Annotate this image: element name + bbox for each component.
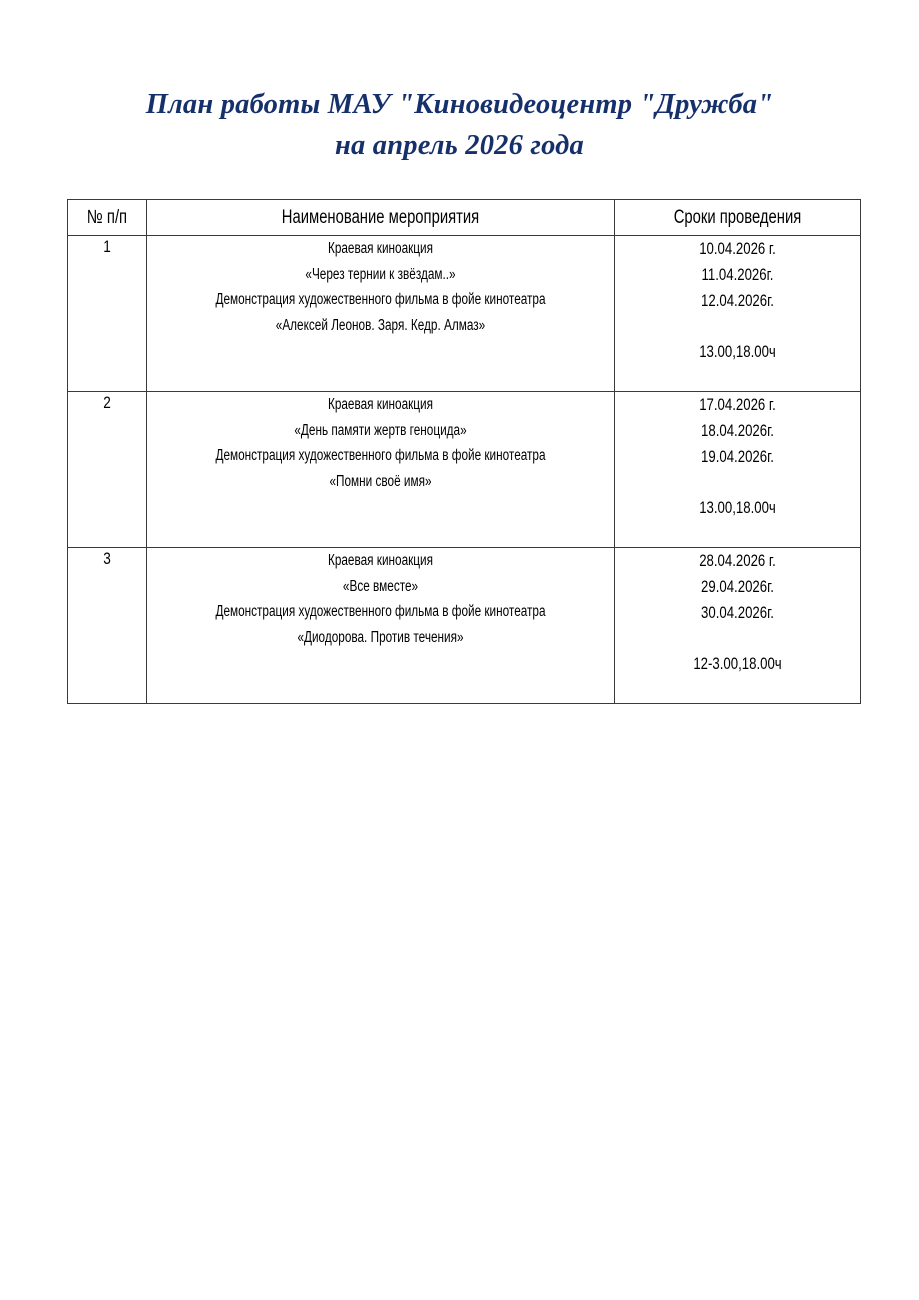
- table-body: [68, 236, 861, 704]
- column-header-number: [68, 200, 147, 236]
- event-line: «День памяти жертв геноцида»: [294, 421, 467, 439]
- row-number-cell: [68, 236, 147, 392]
- date-line: 12.04.2026г.: [701, 292, 774, 310]
- table-row: [68, 236, 861, 392]
- event-dates-cell: [615, 548, 861, 704]
- table-header-row: [68, 200, 861, 236]
- work-plan-table: [67, 199, 861, 704]
- event-line: «Алексей Леонов. Заря. Кедр. Алмаз»: [275, 316, 486, 334]
- table-header: [68, 200, 861, 236]
- date-line: 10.04.2026 г.: [699, 240, 776, 258]
- row-number: 3: [103, 549, 111, 568]
- event-line: «Помни своё имя»: [329, 472, 432, 490]
- page-title: [0, 84, 919, 166]
- event-dates-cell: [615, 392, 861, 548]
- date-line: 29.04.2026г.: [701, 578, 774, 596]
- date-line: 19.04.2026г.: [701, 448, 774, 466]
- date-line: 11.04.2026г.: [701, 266, 774, 284]
- date-time-line: 13.00,18.00ч: [699, 343, 776, 361]
- date-line-blank: [640, 314, 836, 339]
- event-name-cell: [147, 392, 615, 548]
- column-header-dates-label: Сроки проведения: [673, 206, 802, 228]
- date-line: 28.04.2026 г.: [699, 552, 776, 570]
- column-header-event-name-label: Наименование мероприятия: [281, 206, 480, 228]
- date-time-line: 12-3.00,18.00ч: [693, 655, 782, 673]
- date-line-blank: [640, 626, 836, 651]
- date-line: 30.04.2026г.: [701, 604, 774, 622]
- column-header-number-label: № п/п: [86, 206, 128, 228]
- table-row: [68, 392, 861, 548]
- column-header-dates: [615, 200, 861, 236]
- date-line: 17.04.2026 г.: [699, 396, 776, 414]
- row-number: 1: [103, 237, 111, 256]
- page-title-line-1: План работы МАУ "Киновидеоцентр "Дружба": [145, 89, 774, 120]
- event-name-cell: [147, 236, 615, 392]
- event-dates-cell: [615, 236, 861, 392]
- event-line: Краевая киноакция: [327, 240, 434, 257]
- event-name-cell: [147, 548, 615, 704]
- page-title-line-2: на апрель 2026 года: [335, 130, 584, 161]
- event-line: «Диодорова. Против течения»: [297, 628, 464, 646]
- row-number-cell: [68, 548, 147, 704]
- column-header-event-name: [147, 200, 615, 236]
- date-line-blank: [640, 470, 836, 495]
- event-line: «Через тернии к звёздам..»: [305, 265, 456, 283]
- row-number: 2: [103, 393, 111, 412]
- event-line: Демонстрация художественного фильма в фойе кинотеатра: [215, 603, 546, 620]
- event-line: Краевая киноакция: [327, 552, 434, 569]
- event-line: Демонстрация художественного фильма в фойе кинотеатра: [215, 291, 546, 308]
- event-line: «Все вместе»: [342, 577, 419, 595]
- row-number-cell: [68, 392, 147, 548]
- event-line: Краевая киноакция: [327, 396, 434, 413]
- date-time-line: 13.00,18.00ч: [699, 499, 776, 517]
- table-row: [68, 548, 861, 704]
- date-line: 18.04.2026г.: [701, 422, 774, 440]
- event-line: Демонстрация художественного фильма в фойе кинотеатра: [215, 447, 546, 464]
